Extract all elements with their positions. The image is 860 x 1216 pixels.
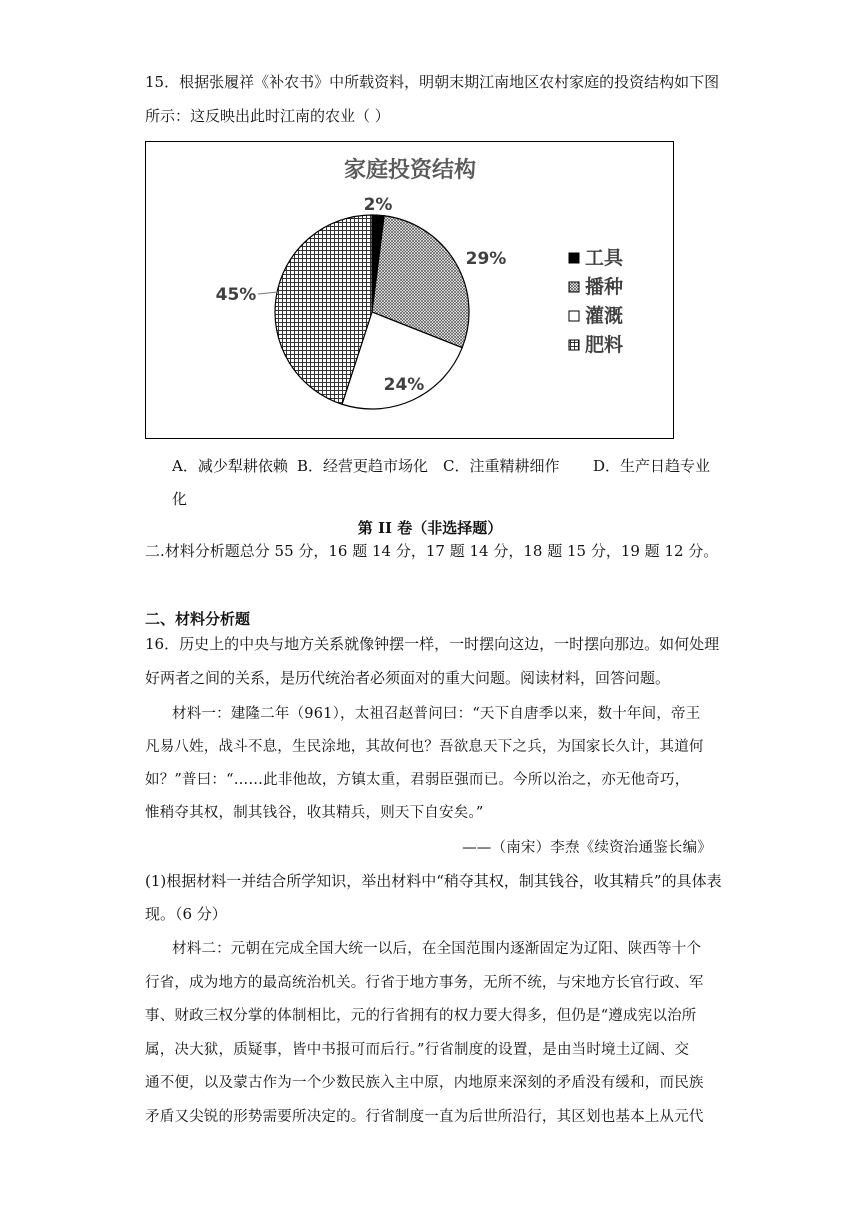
chart-title: 家庭投资结构 <box>343 158 477 183</box>
material2-line2: 行省，成为地方的最高统治机关。行省于地方事务，无所不统，与宋地方长官行政、军 <box>145 975 704 991</box>
pie-chart <box>146 142 673 438</box>
section-title: 第 II 卷（非选择题） <box>357 519 503 537</box>
material2-line1: 材料二：元朝在完成全国大统一以后，在全国范围内逐渐固定为辽阳、陕西等十个 <box>172 941 702 957</box>
section-heading: 二、材料分析题 <box>145 610 251 628</box>
legend-label-3: 肥料 <box>585 334 624 356</box>
legend-swatch-3 <box>569 340 579 350</box>
q16-part1-line2: 现。（6 分） <box>145 905 227 923</box>
option-b: B．经营更趋市场化 <box>297 457 429 475</box>
material2-line4: 属，决大狱，质疑事，皆中书报可而后行。”行省制度的设置，是由当时境土辽阔、交 <box>145 1042 690 1058</box>
legend-swatch-1 <box>569 282 579 292</box>
option-d-continued: 化 <box>172 490 188 508</box>
q15-stem-line1: 15．根据张履祥《补农书》中所载资料，明朝末期江南地区农村家庭的投资结构如下图 <box>145 73 720 91</box>
option-c: C．注重精耕细作 <box>443 457 560 475</box>
q16-part1-line1: (1)根据材料一并结合所学知识，举出材料中“稍夺其权，制其钱谷，收其精兵”的具体表 <box>145 872 722 890</box>
material2-line3: 事、财政三权分掌的体制相比，元的行省拥有的权力要大得多，但仍是“遵成宪以治所 <box>145 1008 697 1024</box>
pie-data-label-0: 2% <box>363 195 393 215</box>
material2-line6: 矛盾又尖锐的形势需要所决定的。行省制度一直为后世所沿行，其区划也基本上从元代 <box>145 1109 704 1125</box>
material1-line2: 凡易八姓，战斗不息，生民涂地，其故何也？吾欲息天下之兵，为国家长久计，其道何 <box>145 739 704 755</box>
legend-label-0: 工具 <box>585 247 624 269</box>
section-note: 二.材料分析题总分 55 分，16 题 14 分，17 题 14 分，18 题 15 分，19 题 12 分。 <box>145 542 719 560</box>
material2-line5: 通不便，以及蒙古作为一个少数民族入主中原，内地原来深刻的矛盾没有缓和，而民族 <box>145 1075 704 1091</box>
pie-data-label-2: 24% <box>383 375 425 395</box>
legend-swatch-2 <box>569 311 579 321</box>
legend-label-1: 播种 <box>585 276 624 298</box>
label-leader-line <box>258 292 278 294</box>
q16-stem-line1: 16．历史上的中央与地方关系就像钟摆一样，一时摆向这边，一时摆向那边。如何处理 <box>145 635 720 653</box>
material1-source: ——（南宋）李焘《续资治通鉴长编》 <box>462 840 712 856</box>
legend-swatch-0 <box>569 253 579 263</box>
legend-label-2: 灌溉 <box>585 305 624 327</box>
q15-stem-line2: 所示：这反映出此时江南的农业（ ） <box>145 107 390 125</box>
option-d: D．生产日趋专业 <box>593 457 711 475</box>
option-a: A．减少犁耕依赖 <box>172 457 288 475</box>
pie-data-label-3: 45% <box>215 285 257 305</box>
material1-line1: 材料一：建隆二年（961），太祖召赵普问曰：“天下自唐季以来，数十年间，帝王 <box>172 706 701 722</box>
pie-data-label-1: 29% <box>465 249 507 269</box>
q16-stem-line2: 好两者之间的关系，是历代统治者必须面对的重大问题。阅读材料，回答问题。 <box>145 669 671 687</box>
pie-chart-figure <box>145 141 674 439</box>
material1-line4: 惟稍夺其权，制其钱谷，收其精兵，则天下自安矣。” <box>145 805 484 821</box>
material1-line3: 如？”普曰：“……此非他故，方镇太重，君弱臣强而已。今所以治之，亦无他奇巧， <box>145 772 690 788</box>
